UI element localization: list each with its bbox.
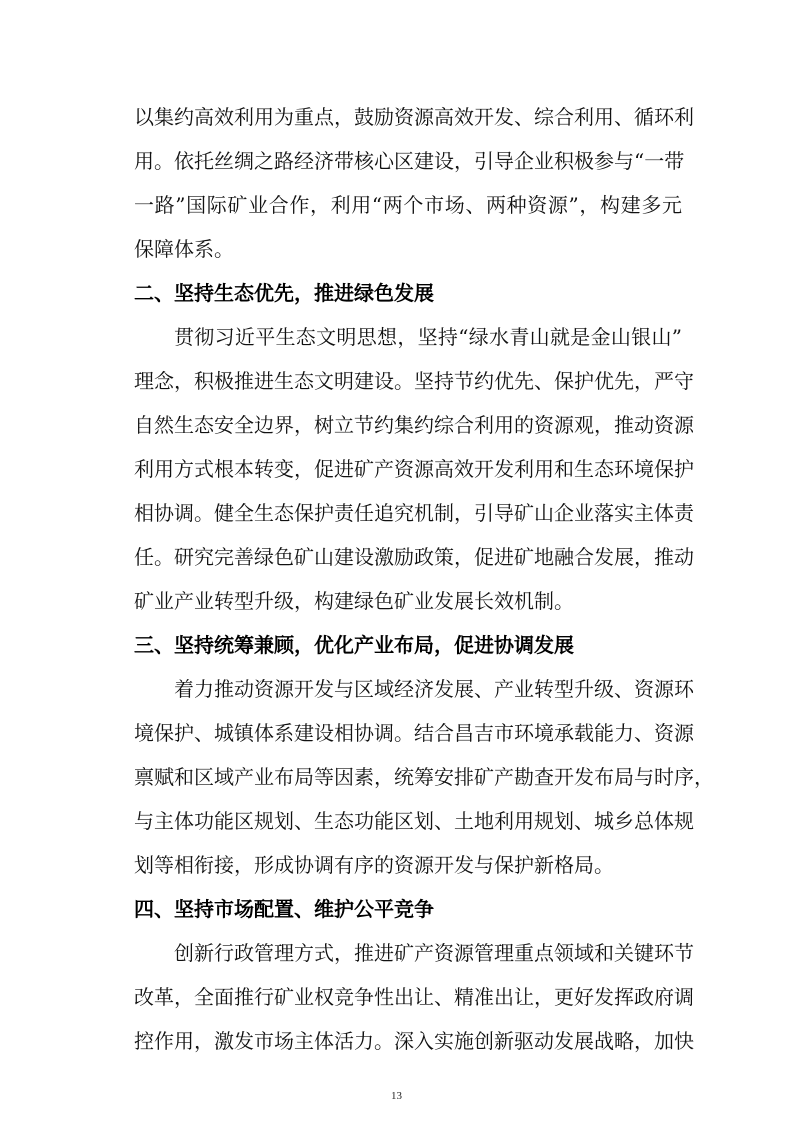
paragraph-line: 禀赋和区域产业布局等因素，统筹安排矿产勘查开发布局与时序， <box>134 765 714 789</box>
paragraph-line: 一路”国际矿业合作，利用“两个市场、两种资源”，构建多元 <box>134 193 682 217</box>
paragraph-line: 与主体功能区规划、生态功能区划、土地利用规划、城乡总体规 <box>134 809 694 833</box>
paragraph-line: 划等相衔接，形成协调有序的资源开发与保护新格局。 <box>134 853 614 877</box>
paragraph-line: 境保护、城镇体系建设相协调。结合昌吉市环境承载能力、资源 <box>134 721 694 745</box>
paragraph-line: 保障体系。 <box>134 237 234 261</box>
paragraph-line: 着力推动资源开发与区域经济发展、产业转型升级、资源环 <box>174 677 694 701</box>
paragraph-line: 理念，积极推进生态文明建设。坚持节约优先、保护优先，严守 <box>134 369 694 393</box>
section-heading: 二、坚持生态优先，推进绿色发展 <box>134 281 434 305</box>
paragraph-line: 任。研究完善绿色矿山建设激励政策，促进矿地融合发展，推动 <box>134 545 694 569</box>
paragraph-line: 改革，全面推行矿业权竞争性出让、精准出让，更好发挥政府调 <box>134 985 694 1009</box>
section-heading: 四、坚持市场配置、维护公平竞争 <box>134 897 434 921</box>
paragraph-line: 矿业产业转型升级，构建绿色矿业发展长效机制。 <box>134 589 574 613</box>
paragraph-line: 创新行政管理方式，推进矿产资源管理重点领域和关键环节 <box>174 941 694 965</box>
paragraph-line: 贯彻习近平生态文明思想，坚持“绿水青山就是金山银山” <box>174 325 682 349</box>
paragraph-line: 用。依托丝绸之路经济带核心区建设，引导企业积极参与“一带 <box>134 149 685 173</box>
paragraph-line: 以集约高效利用为重点，鼓励资源高效开发、综合利用、循环利 <box>134 105 694 129</box>
paragraph-line: 利用方式根本转变，促进矿产资源高效开发利用和生态环境保护 <box>134 457 694 481</box>
paragraph-line: 控作用，激发市场主体活力。深入实施创新驱动发展战略，加快 <box>134 1029 694 1053</box>
section-heading: 三、坚持统筹兼顾，优化产业布局，促进协调发展 <box>134 633 574 657</box>
paragraph-line: 自然生态安全边界，树立节约集约综合利用的资源观，推动资源 <box>134 413 694 437</box>
page-number: 13 <box>391 1090 402 1102</box>
paragraph-line: 相协调。健全生态保护责任追究机制，引导矿山企业落实主体责 <box>134 501 694 525</box>
